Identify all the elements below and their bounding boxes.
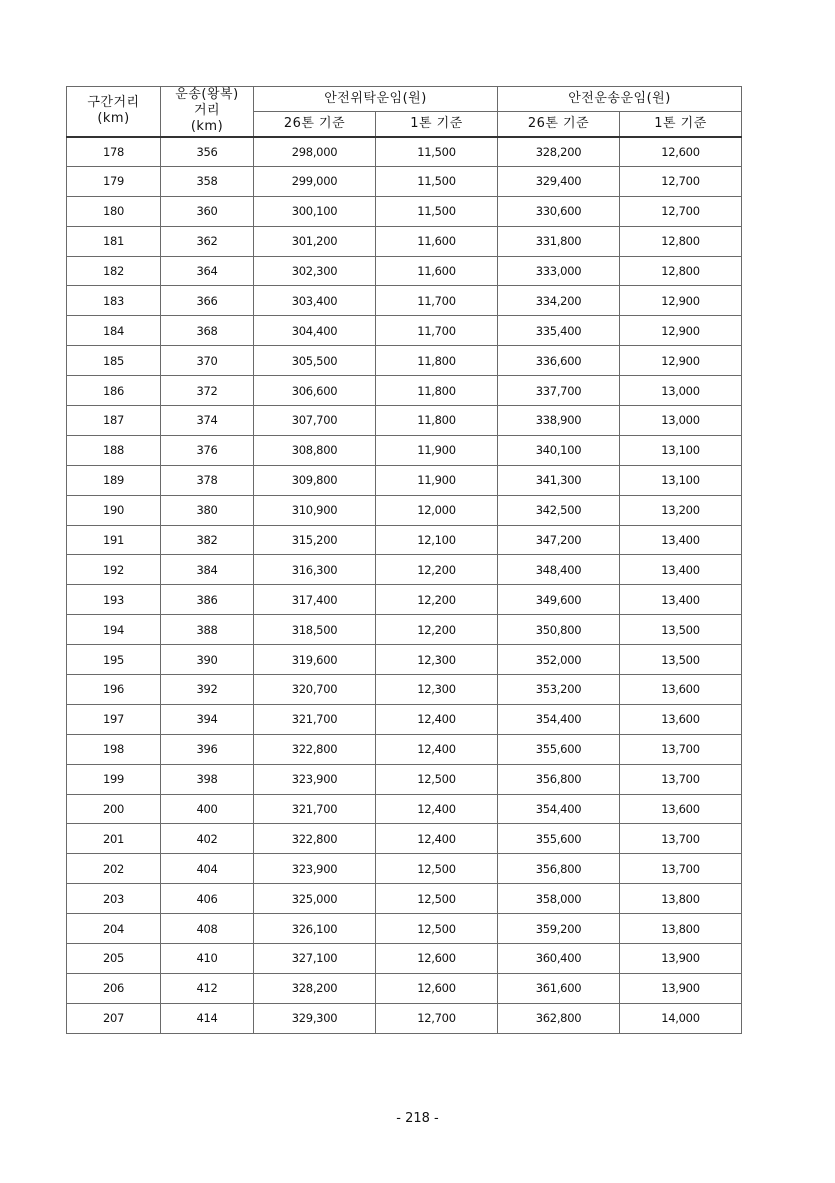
- transport-distance-cell: 386: [161, 585, 254, 615]
- section-distance-cell: 195: [67, 645, 161, 675]
- transport-1t-cell: 13,200: [620, 495, 742, 525]
- header-section-distance: [67, 87, 161, 137]
- transport-distance-cell: 412: [161, 973, 254, 1003]
- section-distance-cell: 190: [67, 495, 161, 525]
- table-header: [67, 87, 742, 137]
- section-distance-cell: 202: [67, 854, 161, 884]
- transport-1t-cell: 12,700: [620, 166, 742, 196]
- transport-distance-cell: 380: [161, 495, 254, 525]
- section-distance-cell: 192: [67, 555, 161, 585]
- table-row: [67, 734, 742, 764]
- table-row: [67, 764, 742, 794]
- transport-26t-cell: 354,400: [498, 704, 620, 734]
- transport-26t-cell: 355,600: [498, 734, 620, 764]
- transport-26t-cell: 361,600: [498, 973, 620, 1003]
- transport-1t-cell: 13,700: [620, 764, 742, 794]
- consignment-1t-cell: 12,200: [376, 555, 498, 585]
- transport-distance-cell: 372: [161, 376, 254, 406]
- transport-26t-cell: 335,400: [498, 316, 620, 346]
- transport-26t-cell: 349,600: [498, 585, 620, 615]
- table-row: [67, 615, 742, 645]
- transport-distance-cell: 378: [161, 465, 254, 495]
- consignment-1t-cell: 12,600: [376, 944, 498, 974]
- consignment-1t-cell: 11,900: [376, 465, 498, 495]
- consignment-1t-cell: 11,500: [376, 166, 498, 196]
- transport-1t-cell: 13,600: [620, 704, 742, 734]
- consignment-26t-cell: 319,600: [254, 645, 376, 675]
- consignment-26t-cell: 326,100: [254, 914, 376, 944]
- header-section-distance-label: 구간거리: [87, 95, 140, 111]
- consignment-26t-cell: 306,600: [254, 376, 376, 406]
- section-distance-cell: 203: [67, 884, 161, 914]
- consignment-26t-cell: 321,700: [254, 794, 376, 824]
- consignment-26t-cell: 321,700: [254, 704, 376, 734]
- transport-26t-cell: 342,500: [498, 495, 620, 525]
- consignment-1t-cell: 11,600: [376, 226, 498, 256]
- transport-1t-cell: 13,500: [620, 645, 742, 675]
- consignment-1t-cell: 12,700: [376, 1003, 498, 1033]
- transport-distance-cell: 414: [161, 1003, 254, 1033]
- section-distance-cell: 197: [67, 704, 161, 734]
- consignment-1t-cell: 12,200: [376, 615, 498, 645]
- transport-26t-cell: 329,400: [498, 166, 620, 196]
- transport-26t-cell: 360,400: [498, 944, 620, 974]
- section-distance-cell: 178: [67, 137, 161, 167]
- transport-1t-cell: 13,000: [620, 376, 742, 406]
- consignment-26t-cell: 299,000: [254, 166, 376, 196]
- transport-1t-cell: 12,800: [620, 256, 742, 286]
- transport-distance-cell: 400: [161, 794, 254, 824]
- consignment-1t-cell: 12,500: [376, 914, 498, 944]
- transport-1t-cell: 14,000: [620, 1003, 742, 1033]
- consignment-1t-cell: 12,600: [376, 973, 498, 1003]
- consignment-1t-cell: 12,500: [376, 884, 498, 914]
- transport-distance-cell: 394: [161, 704, 254, 734]
- table-row: [67, 465, 742, 495]
- consignment-1t-cell: 12,300: [376, 675, 498, 705]
- transport-distance-cell: 356: [161, 137, 254, 167]
- consignment-26t-cell: 325,000: [254, 884, 376, 914]
- section-distance-cell: 201: [67, 824, 161, 854]
- consignment-1t-cell: 12,500: [376, 854, 498, 884]
- transport-26t-cell: 337,700: [498, 376, 620, 406]
- consignment-26t-cell: 315,200: [254, 525, 376, 555]
- consignment-1t-cell: 12,100: [376, 525, 498, 555]
- consignment-1t-cell: 12,300: [376, 645, 498, 675]
- transport-distance-cell: 374: [161, 406, 254, 436]
- consignment-26t-cell: 317,400: [254, 585, 376, 615]
- consignment-26t-cell: 322,800: [254, 824, 376, 854]
- transport-1t-cell: 12,700: [620, 196, 742, 226]
- table-body: [67, 137, 742, 1034]
- transport-26t-cell: 350,800: [498, 615, 620, 645]
- transport-1t-cell: 13,800: [620, 884, 742, 914]
- transport-26t-cell: 358,000: [498, 884, 620, 914]
- table-row: [67, 555, 742, 585]
- consignment-26t-cell: 309,800: [254, 465, 376, 495]
- consignment-26t-cell: 308,800: [254, 435, 376, 465]
- transport-distance-cell: 362: [161, 226, 254, 256]
- table-row: [67, 824, 742, 854]
- table-row: [67, 944, 742, 974]
- consignment-1t-cell: 11,700: [376, 316, 498, 346]
- transport-distance-cell: 392: [161, 675, 254, 705]
- consignment-26t-cell: 322,800: [254, 734, 376, 764]
- header-a-1t: 1톤 기준: [376, 112, 498, 137]
- consignment-26t-cell: 329,300: [254, 1003, 376, 1033]
- consignment-1t-cell: 12,000: [376, 495, 498, 525]
- table-row: [67, 525, 742, 555]
- consignment-26t-cell: 303,400: [254, 286, 376, 316]
- transport-26t-cell: 331,800: [498, 226, 620, 256]
- header-safety-transport-fare: 안전운송운임(원): [498, 87, 742, 112]
- transport-1t-cell: 13,700: [620, 854, 742, 884]
- transport-1t-cell: 13,700: [620, 824, 742, 854]
- table-row: [67, 256, 742, 286]
- table-row: [67, 166, 742, 196]
- transport-26t-cell: 353,200: [498, 675, 620, 705]
- transport-distance-cell: 366: [161, 286, 254, 316]
- section-distance-cell: 181: [67, 226, 161, 256]
- transport-distance-cell: 370: [161, 346, 254, 376]
- section-distance-cell: 198: [67, 734, 161, 764]
- header-transport-distance-label-1: 운송(왕복): [175, 87, 239, 103]
- table-row: [67, 854, 742, 884]
- consignment-26t-cell: 320,700: [254, 675, 376, 705]
- transport-1t-cell: 12,900: [620, 286, 742, 316]
- consignment-1t-cell: 11,900: [376, 435, 498, 465]
- transport-26t-cell: 336,600: [498, 346, 620, 376]
- consignment-26t-cell: 310,900: [254, 495, 376, 525]
- table-row: [67, 1003, 742, 1033]
- transport-26t-cell: 347,200: [498, 525, 620, 555]
- transport-distance-cell: 364: [161, 256, 254, 286]
- transport-1t-cell: 13,900: [620, 944, 742, 974]
- transport-distance-cell: 398: [161, 764, 254, 794]
- consignment-1t-cell: 11,500: [376, 137, 498, 167]
- consignment-26t-cell: 304,400: [254, 316, 376, 346]
- table-row: [67, 585, 742, 615]
- transport-distance-cell: 368: [161, 316, 254, 346]
- transport-26t-cell: 359,200: [498, 914, 620, 944]
- consignment-26t-cell: 318,500: [254, 615, 376, 645]
- transport-26t-cell: 356,800: [498, 854, 620, 884]
- table-row: [67, 316, 742, 346]
- table-row: [67, 346, 742, 376]
- table-row: [67, 286, 742, 316]
- transport-1t-cell: 13,700: [620, 734, 742, 764]
- transport-1t-cell: 13,600: [620, 675, 742, 705]
- header-b-1t: 1톤 기준: [620, 112, 742, 137]
- consignment-26t-cell: 298,000: [254, 137, 376, 167]
- transport-distance-cell: 406: [161, 884, 254, 914]
- table-row: [67, 645, 742, 675]
- section-distance-cell: 199: [67, 764, 161, 794]
- consignment-26t-cell: 307,700: [254, 406, 376, 436]
- transport-1t-cell: 13,100: [620, 465, 742, 495]
- transport-1t-cell: 13,600: [620, 794, 742, 824]
- fare-table: [66, 86, 742, 1034]
- transport-1t-cell: 13,100: [620, 435, 742, 465]
- section-distance-cell: 200: [67, 794, 161, 824]
- consignment-26t-cell: 300,100: [254, 196, 376, 226]
- section-distance-cell: 183: [67, 286, 161, 316]
- transport-26t-cell: 362,800: [498, 1003, 620, 1033]
- transport-1t-cell: 12,800: [620, 226, 742, 256]
- transport-1t-cell: 12,900: [620, 316, 742, 346]
- transport-distance-cell: 396: [161, 734, 254, 764]
- transport-26t-cell: 348,400: [498, 555, 620, 585]
- transport-distance-cell: 388: [161, 615, 254, 645]
- consignment-26t-cell: 327,100: [254, 944, 376, 974]
- transport-26t-cell: 333,000: [498, 256, 620, 286]
- section-distance-cell: 196: [67, 675, 161, 705]
- section-distance-cell: 193: [67, 585, 161, 615]
- consignment-26t-cell: 302,300: [254, 256, 376, 286]
- page-number: - 218 -: [396, 1111, 439, 1126]
- section-distance-cell: 188: [67, 435, 161, 465]
- table-row: [67, 435, 742, 465]
- transport-26t-cell: 354,400: [498, 794, 620, 824]
- consignment-1t-cell: 11,700: [376, 286, 498, 316]
- table-row: [67, 675, 742, 705]
- header-a-26t: 26톤 기준: [254, 112, 376, 137]
- header-safety-consignment-fare: 안전위탁운임(원): [254, 87, 498, 112]
- transport-26t-cell: 341,300: [498, 465, 620, 495]
- section-distance-cell: 206: [67, 973, 161, 1003]
- section-distance-cell: 194: [67, 615, 161, 645]
- transport-distance-cell: 358: [161, 166, 254, 196]
- header-transport-distance-label-2: 거리: [193, 103, 221, 119]
- consignment-1t-cell: 11,800: [376, 346, 498, 376]
- table-row: [67, 884, 742, 914]
- consignment-26t-cell: 301,200: [254, 226, 376, 256]
- consignment-1t-cell: 12,200: [376, 585, 498, 615]
- transport-1t-cell: 13,900: [620, 973, 742, 1003]
- transport-26t-cell: 355,600: [498, 824, 620, 854]
- section-distance-cell: 186: [67, 376, 161, 406]
- consignment-26t-cell: 305,500: [254, 346, 376, 376]
- transport-26t-cell: 352,000: [498, 645, 620, 675]
- table-row: [67, 376, 742, 406]
- transport-26t-cell: 338,900: [498, 406, 620, 436]
- transport-1t-cell: 13,400: [620, 525, 742, 555]
- consignment-1t-cell: 11,500: [376, 196, 498, 226]
- transport-distance-cell: 410: [161, 944, 254, 974]
- transport-distance-cell: 408: [161, 914, 254, 944]
- transport-1t-cell: 13,800: [620, 914, 742, 944]
- transport-26t-cell: 334,200: [498, 286, 620, 316]
- transport-distance-cell: 376: [161, 435, 254, 465]
- consignment-26t-cell: 323,900: [254, 854, 376, 884]
- transport-26t-cell: 356,800: [498, 764, 620, 794]
- table-row: [67, 406, 742, 436]
- consignment-1t-cell: 12,400: [376, 794, 498, 824]
- transport-1t-cell: 13,000: [620, 406, 742, 436]
- section-distance-cell: 207: [67, 1003, 161, 1033]
- header-b-26t: 26톤 기준: [498, 112, 620, 137]
- section-distance-cell: 185: [67, 346, 161, 376]
- transport-1t-cell: 13,500: [620, 615, 742, 645]
- transport-1t-cell: 12,900: [620, 346, 742, 376]
- header-section-distance-unit: (km): [97, 111, 130, 127]
- table-row: [67, 914, 742, 944]
- section-distance-cell: 180: [67, 196, 161, 226]
- transport-distance-cell: 384: [161, 555, 254, 585]
- header-transport-distance: [161, 87, 254, 137]
- transport-distance-cell: 402: [161, 824, 254, 854]
- table-row: [67, 226, 742, 256]
- section-distance-cell: 182: [67, 256, 161, 286]
- table-row: [67, 704, 742, 734]
- consignment-1t-cell: 12,500: [376, 764, 498, 794]
- transport-1t-cell: 13,400: [620, 585, 742, 615]
- table-row: [67, 794, 742, 824]
- section-distance-cell: 191: [67, 525, 161, 555]
- header-transport-distance-unit: (km): [190, 119, 224, 135]
- consignment-26t-cell: 323,900: [254, 764, 376, 794]
- table-row: [67, 196, 742, 226]
- transport-1t-cell: 13,400: [620, 555, 742, 585]
- consignment-1t-cell: 11,800: [376, 376, 498, 406]
- section-distance-cell: 204: [67, 914, 161, 944]
- section-distance-cell: 205: [67, 944, 161, 974]
- transport-distance-cell: 404: [161, 854, 254, 884]
- consignment-1t-cell: 11,600: [376, 256, 498, 286]
- transport-26t-cell: 330,600: [498, 196, 620, 226]
- consignment-1t-cell: 12,400: [376, 704, 498, 734]
- consignment-1t-cell: 12,400: [376, 824, 498, 854]
- transport-26t-cell: 328,200: [498, 137, 620, 167]
- table-row: [67, 973, 742, 1003]
- transport-distance-cell: 360: [161, 196, 254, 226]
- transport-1t-cell: 12,600: [620, 137, 742, 167]
- table-row: [67, 137, 742, 167]
- section-distance-cell: 189: [67, 465, 161, 495]
- transport-26t-cell: 340,100: [498, 435, 620, 465]
- section-distance-cell: 187: [67, 406, 161, 436]
- table-row: [67, 495, 742, 525]
- consignment-1t-cell: 12,400: [376, 734, 498, 764]
- consignment-26t-cell: 316,300: [254, 555, 376, 585]
- transport-distance-cell: 390: [161, 645, 254, 675]
- consignment-26t-cell: 328,200: [254, 973, 376, 1003]
- section-distance-cell: 179: [67, 166, 161, 196]
- consignment-1t-cell: 11,800: [376, 406, 498, 436]
- transport-distance-cell: 382: [161, 525, 254, 555]
- section-distance-cell: 184: [67, 316, 161, 346]
